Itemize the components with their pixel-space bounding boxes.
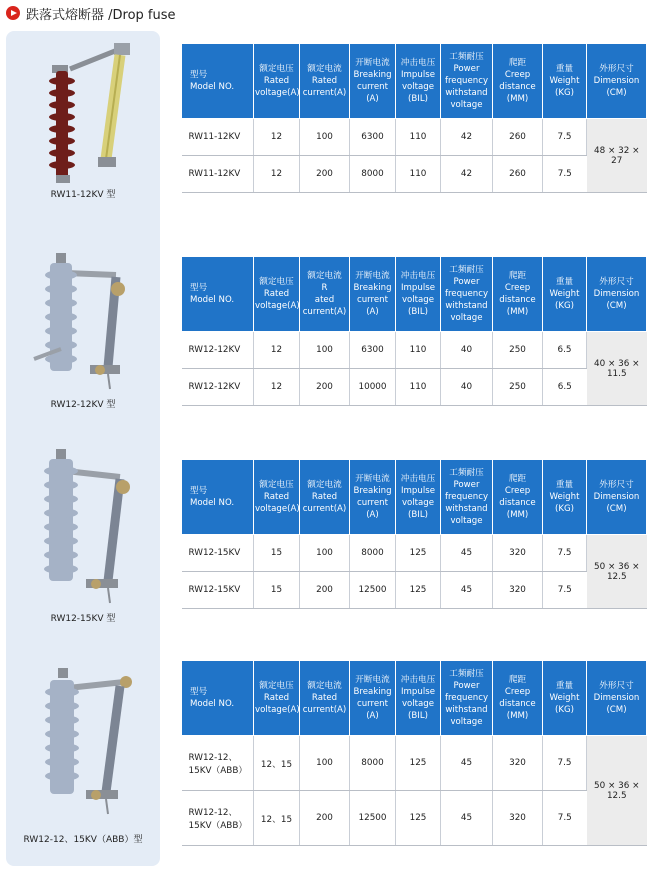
product-caption: RW12-15KV 型: [50, 614, 116, 624]
spec-table-rw12-abb: [181, 660, 647, 846]
dimension-cell: 48 × 32 × 27: [587, 119, 647, 193]
current-cell: 200: [300, 791, 350, 846]
product-rw11: [6, 31, 160, 231]
model-cell: RW12-12KV: [182, 332, 254, 369]
product-caption: RW12-12KV 型: [50, 400, 116, 410]
header-rated-voltage: 额定电压 Rated voltage(A): [254, 460, 300, 535]
model-cell: RW12-15KV: [182, 572, 254, 609]
power-freq-cell: 42: [441, 156, 493, 193]
weight-cell: 7.5: [543, 736, 587, 791]
header-rated-current: 额定电流 Rated current(A): [300, 460, 350, 535]
current-cell: 200: [300, 572, 350, 609]
header-power-frequency: 工频耐压 Power frequency withstand voltage: [441, 661, 493, 736]
header-creep-distance: 爬距 Creep distance (MM): [493, 460, 543, 535]
header-breaking-current: 开断电流 Breaking current (A): [350, 44, 396, 119]
breaking-cell: 12500: [350, 572, 396, 609]
power-freq-cell: 40: [441, 369, 493, 406]
dimension-cell: 50 × 36 × 12.5: [587, 535, 647, 609]
header-rated-voltage: 额定电压 Rated voltage(A): [254, 661, 300, 736]
power-freq-cell: 45: [441, 736, 493, 791]
model-cell: RW12-12、 15KV（ABB）: [182, 736, 254, 791]
weight-cell: 7.5: [543, 156, 587, 193]
header-breaking-current: 开断电流 Breaking current (A): [350, 661, 396, 736]
header-creep-distance: 爬距 Creep distance (MM): [493, 44, 543, 119]
header-rated-current: 额定电流 R ated current(A): [300, 257, 350, 332]
voltage-cell: 12: [254, 119, 300, 156]
power-freq-cell: 42: [441, 119, 493, 156]
table-header-row: [182, 460, 647, 535]
voltage-cell: 12: [254, 332, 300, 369]
header-rated-current: 额定电流 Rated current(A): [300, 661, 350, 736]
table-row: [182, 332, 647, 369]
impulse-cell: 125: [396, 791, 441, 846]
impulse-cell: 125: [396, 736, 441, 791]
model-cell: RW12-12KV: [182, 369, 254, 406]
spec-table-rw12-15: [181, 459, 647, 609]
header-rated-voltage: 额定电压 Rated voltage(A): [254, 257, 300, 332]
header-creep-distance: 爬距 Creep distance (MM): [493, 257, 543, 332]
product-rw12-15: [6, 441, 160, 651]
header-model: 型号 Model NO.: [182, 44, 254, 119]
header-model: 型号 Model NO.: [182, 257, 254, 332]
header-power-frequency: 工频耐压 Power frequency withstand voltage: [441, 257, 493, 332]
header-rated-voltage: 额定电压 Rated voltage(A): [254, 44, 300, 119]
table-row: [182, 156, 647, 193]
creep-cell: 250: [493, 332, 543, 369]
impulse-cell: 125: [396, 572, 441, 609]
power-freq-cell: 45: [441, 791, 493, 846]
table-row: [182, 791, 647, 846]
current-cell: 100: [300, 736, 350, 791]
power-freq-cell: 40: [441, 332, 493, 369]
header-rated-current: 额定电流 Rated current(A): [300, 44, 350, 119]
breaking-cell: 6300: [350, 332, 396, 369]
header-creep-distance: 爬距 Creep distance (MM): [493, 661, 543, 736]
header-breaking-current: 开断电流 Breaking current (A): [350, 460, 396, 535]
breaking-cell: 6300: [350, 119, 396, 156]
table-row: [182, 119, 647, 156]
current-cell: 200: [300, 369, 350, 406]
header-dimension: 外形尺寸 Dimension (CM): [587, 661, 647, 736]
table-header-row: [182, 661, 647, 736]
breaking-cell: 10000: [350, 369, 396, 406]
voltage-cell: 15: [254, 572, 300, 609]
creep-cell: 320: [493, 572, 543, 609]
header-impulse-voltage: 冲击电压 Impulse voltage (BIL): [396, 661, 441, 736]
power-freq-cell: 45: [441, 535, 493, 572]
header-weight: 重量 Weight (KG): [543, 661, 587, 736]
drop-fuse-grey-image: [20, 249, 150, 394]
header-impulse-voltage: 冲击电压 Impulse voltage (BIL): [396, 460, 441, 535]
dimension-cell: 40 × 36 × 11.5: [587, 332, 647, 406]
impulse-cell: 110: [396, 332, 441, 369]
header-model: 型号 Model NO.: [182, 661, 254, 736]
weight-cell: 7.5: [543, 119, 587, 156]
spec-table-rw11: [181, 43, 647, 193]
creep-cell: 260: [493, 156, 543, 193]
model-cell: RW11-12KV: [182, 119, 254, 156]
impulse-cell: 110: [396, 119, 441, 156]
weight-cell: 7.5: [543, 791, 587, 846]
breaking-cell: 8000: [350, 736, 396, 791]
model-cell: RW12-15KV: [182, 535, 254, 572]
current-cell: 100: [300, 535, 350, 572]
drop-fuse-grey-image: [20, 445, 150, 605]
table-row: [182, 535, 647, 572]
current-cell: 100: [300, 119, 350, 156]
header-impulse-voltage: 冲击电压 Impulse voltage (BIL): [396, 44, 441, 119]
product-sidebar: [6, 31, 160, 866]
weight-cell: 6.5: [543, 369, 587, 406]
product-rw12-abb: [6, 656, 160, 866]
header-power-frequency: 工频耐压 Power frequency withstand voltage: [441, 460, 493, 535]
model-cell: RW11-12KV: [182, 156, 254, 193]
impulse-cell: 125: [396, 535, 441, 572]
voltage-cell: 15: [254, 535, 300, 572]
voltage-cell: 12: [254, 369, 300, 406]
current-cell: 100: [300, 332, 350, 369]
header-breaking-current: 开断电流 Breaking current (A): [350, 257, 396, 332]
header-dimension: 外形尺寸 Dimension (CM): [587, 460, 647, 535]
table-header-row: [182, 44, 647, 119]
play-icon: [6, 6, 20, 20]
breaking-cell: 8000: [350, 156, 396, 193]
table-row: [182, 736, 647, 791]
header-dimension: 外形尺寸 Dimension (CM): [587, 257, 647, 332]
header-weight: 重量 Weight (KG): [543, 460, 587, 535]
voltage-cell: 12、15: [254, 736, 300, 791]
impulse-cell: 110: [396, 156, 441, 193]
impulse-cell: 110: [396, 369, 441, 406]
drop-fuse-brown-image: [20, 41, 150, 186]
header-weight: 重量 Weight (KG): [543, 44, 587, 119]
drop-fuse-grey-image: [20, 662, 150, 822]
voltage-cell: 12、15: [254, 791, 300, 846]
header-dimension: 外形尺寸 Dimension (CM): [587, 44, 647, 119]
header-power-frequency: 工频耐压 Power frequency withstand voltage: [441, 44, 493, 119]
creep-cell: 320: [493, 736, 543, 791]
weight-cell: 6.5: [543, 332, 587, 369]
header-model: 型号 Model NO.: [182, 460, 254, 535]
header-weight: 重量 Weight (KG): [543, 257, 587, 332]
page-header: [6, 4, 176, 22]
breaking-cell: 12500: [350, 791, 396, 846]
header-impulse-voltage: 冲击电压 Impulse voltage (BIL): [396, 257, 441, 332]
dimension-cell: 50 × 36 × 12.5: [587, 736, 647, 846]
breaking-cell: 8000: [350, 535, 396, 572]
product-caption: RW11-12KV 型: [50, 190, 116, 200]
voltage-cell: 12: [254, 156, 300, 193]
table-row: [182, 369, 647, 406]
table-row: [182, 572, 647, 609]
current-cell: 200: [300, 156, 350, 193]
creep-cell: 260: [493, 119, 543, 156]
weight-cell: 7.5: [543, 535, 587, 572]
creep-cell: 320: [493, 535, 543, 572]
spec-table-rw12-12: [181, 256, 647, 406]
product-caption: RW12-12、15KV（ABB）型: [23, 835, 143, 845]
weight-cell: 7.5: [543, 572, 587, 609]
table-header-row: [182, 257, 647, 332]
page-title: 跌落式熔断器 /Drop fuse: [26, 7, 176, 23]
model-cell: RW12-12、 15KV（ABB）: [182, 791, 254, 846]
product-rw12-12: [6, 241, 160, 441]
power-freq-cell: 45: [441, 572, 493, 609]
creep-cell: 320: [493, 791, 543, 846]
creep-cell: 250: [493, 369, 543, 406]
